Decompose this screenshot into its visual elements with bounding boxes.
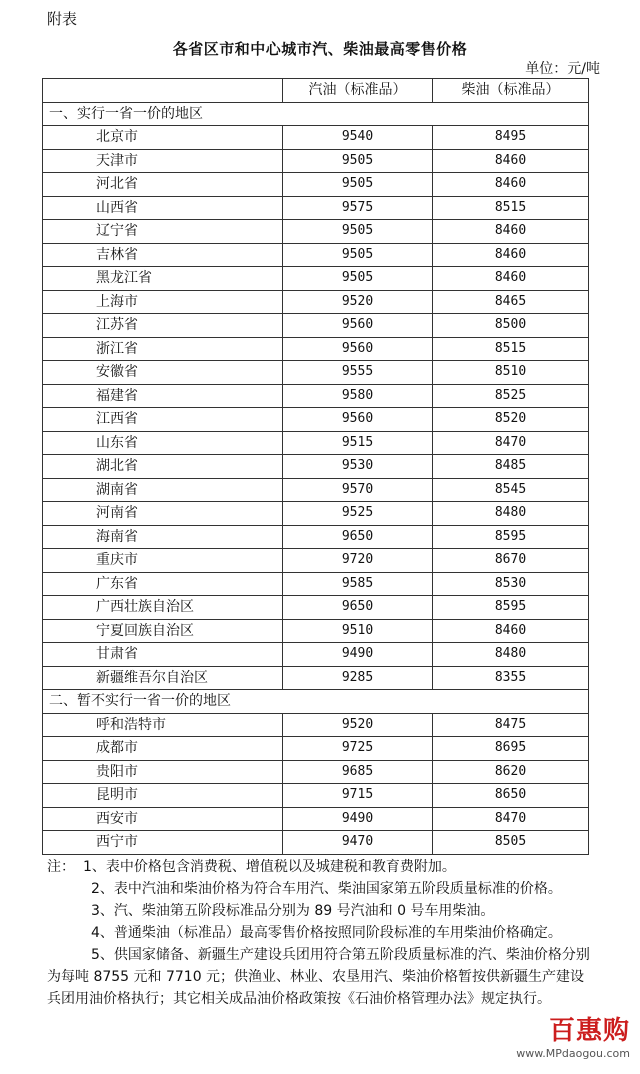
region-cell: 新疆维吾尔自治区 [43,666,283,690]
region-cell: 山东省 [43,431,283,455]
region-cell: 甘肃省 [43,643,283,667]
table-row [43,807,589,831]
diesel-price-cell: 8505 [433,831,589,855]
region-cell: 上海市 [43,290,283,314]
section2-label: 二、暂不实行一省一价的地区 [43,690,589,714]
diesel-price-cell: 8525 [433,384,589,408]
region-cell: 河南省 [43,502,283,526]
gasoline-price-cell: 9520 [283,713,433,737]
region-cell: 呼和浩特市 [43,713,283,737]
diesel-price-cell: 8515 [433,196,589,220]
table-row [43,643,589,667]
region-cell: 湖南省 [43,478,283,502]
gasoline-price-cell: 9560 [283,337,433,361]
region-cell: 江苏省 [43,314,283,338]
gasoline-price-cell: 9490 [283,807,433,831]
unit-label: 单位：元/吨 [525,61,600,77]
table-row [43,337,589,361]
gasoline-price-cell: 9520 [283,290,433,314]
gasoline-price-cell: 9505 [283,267,433,291]
region-cell: 成都市 [43,737,283,761]
diesel-price-cell: 8470 [433,431,589,455]
region-cell: 广东省 [43,572,283,596]
diesel-price-cell: 8670 [433,549,589,573]
region-cell: 江西省 [43,408,283,432]
table-row [43,713,589,737]
section-row [43,690,589,714]
table-row [43,314,589,338]
region-cell: 安徽省 [43,361,283,385]
region-cell: 山西省 [43,196,283,220]
table-row [43,431,589,455]
diesel-price-cell: 8480 [433,643,589,667]
region-cell: 广西壮族自治区 [43,596,283,620]
diesel-price-cell: 8355 [433,666,589,690]
diesel-price-cell: 8470 [433,807,589,831]
gasoline-price-cell: 9720 [283,549,433,573]
table-row [43,243,589,267]
gasoline-price-cell: 9570 [283,478,433,502]
table-row [43,267,589,291]
gasoline-price-cell: 9715 [283,784,433,808]
section-row [43,102,589,126]
gasoline-price-cell: 9505 [283,220,433,244]
table-row [43,290,589,314]
note-2: 2、表中汽油和柴油价格为符合车用汽、柴油国家第五阶段质量标准的价格。 [91,881,562,897]
diesel-price-cell: 8500 [433,314,589,338]
region-cell: 北京市 [43,126,283,150]
gasoline-price-cell: 9530 [283,455,433,479]
gasoline-price-cell: 9515 [283,431,433,455]
diesel-price-cell: 8520 [433,408,589,432]
diesel-price-cell: 8695 [433,737,589,761]
note-3: 3、汽、柴油第五阶段标准品分别为 89 号汽油和 0 号车用柴油。 [91,903,495,919]
region-cell: 重庆市 [43,549,283,573]
region-cell: 西宁市 [43,831,283,855]
table-row [43,455,589,479]
watermark-logo [516,1010,630,1060]
gasoline-price-cell: 9650 [283,525,433,549]
diesel-price-cell: 8495 [433,126,589,150]
region-cell: 湖北省 [43,455,283,479]
diesel-price-cell: 8460 [433,149,589,173]
region-cell: 福建省 [43,384,283,408]
table-row [43,408,589,432]
gasoline-price-cell: 9560 [283,314,433,338]
note-1-text: 1、表中价格包含消费税、增值税以及城建税和教育费附加。 [83,859,456,875]
gasoline-price-cell: 9505 [283,173,433,197]
table-row [43,549,589,573]
notes-label: 注： [47,859,75,875]
diesel-price-cell: 8530 [433,572,589,596]
diesel-price-cell: 8515 [433,337,589,361]
page-title: 各省区市和中心城市汽、柴油最高零售价格 [172,40,468,58]
gasoline-price-cell: 9505 [283,149,433,173]
note-4: 4、普通柴油（标准品）最高零售价格按照同阶段标准的车用柴油价格确定。 [91,925,562,941]
table-row [43,502,589,526]
header-diesel: 柴油（标准品） [433,79,589,103]
gasoline-price-cell: 9525 [283,502,433,526]
region-cell: 昆明市 [43,784,283,808]
region-cell: 海南省 [43,525,283,549]
region-cell: 辽宁省 [43,220,283,244]
table-row [43,572,589,596]
gasoline-price-cell: 9510 [283,619,433,643]
gasoline-price-cell: 9540 [283,126,433,150]
appendix-label: 附表 [47,10,78,28]
gasoline-price-cell: 9725 [283,737,433,761]
diesel-price-cell: 8460 [433,267,589,291]
region-cell: 宁夏回族自治区 [43,619,283,643]
note-1 [47,856,595,878]
diesel-price-cell: 8480 [433,502,589,526]
table-row [43,784,589,808]
region-cell: 贵阳市 [43,760,283,784]
gasoline-price-cell: 9580 [283,384,433,408]
region-cell: 吉林省 [43,243,283,267]
diesel-price-cell: 8650 [433,784,589,808]
notes [47,856,595,1010]
table-row [43,173,589,197]
diesel-price-cell: 8620 [433,760,589,784]
table-row [43,478,589,502]
diesel-price-cell: 8595 [433,525,589,549]
diesel-price-cell: 8460 [433,243,589,267]
diesel-price-cell: 8545 [433,478,589,502]
table-row [43,149,589,173]
gasoline-price-cell: 9585 [283,572,433,596]
diesel-price-cell: 8460 [433,220,589,244]
table-row [43,220,589,244]
region-cell: 河北省 [43,173,283,197]
header-gasoline: 汽油（标准品） [283,79,433,103]
gasoline-price-cell: 9505 [283,243,433,267]
watermark-main: 百惠购 [548,1016,630,1046]
gasoline-price-cell: 9470 [283,831,433,855]
region-cell: 黑龙江省 [43,267,283,291]
table-row [43,196,589,220]
watermark-url: www.MPdaogou.com [516,1047,630,1060]
diesel-price-cell: 8460 [433,173,589,197]
section1-label: 一、实行一省一价的地区 [43,102,589,126]
table-row [43,126,589,150]
diesel-price-cell: 8475 [433,713,589,737]
note-5: 5、供国家储备、新疆生产建设兵团用符合第五阶段质量标准的汽、柴油价格分别为每吨 8755 元和 7710 元；供渔业、林业、农垦用汽、柴油价格暂按供新疆生产建设兵团用油价格执行；其它相关成品油价格政策按《石油价格管理办法》规定执行。 [47,947,590,1007]
gasoline-price-cell: 9555 [283,361,433,385]
table-row [43,384,589,408]
table-row [43,596,589,620]
table-row [43,361,589,385]
table-row [43,666,589,690]
gasoline-price-cell: 9685 [283,760,433,784]
diesel-price-cell: 8465 [433,290,589,314]
diesel-price-cell: 8485 [433,455,589,479]
table-row [43,737,589,761]
diesel-price-cell: 8510 [433,361,589,385]
header-region [43,79,283,103]
region-cell: 西安市 [43,807,283,831]
gasoline-price-cell: 9285 [283,666,433,690]
table-row [43,831,589,855]
table-row [43,525,589,549]
table-row [43,619,589,643]
diesel-price-cell: 8460 [433,619,589,643]
price-table [42,78,589,855]
table-row [43,760,589,784]
gasoline-price-cell: 9490 [283,643,433,667]
diesel-price-cell: 8595 [433,596,589,620]
region-cell: 浙江省 [43,337,283,361]
gasoline-price-cell: 9560 [283,408,433,432]
region-cell: 天津市 [43,149,283,173]
header-row [43,79,589,103]
gasoline-price-cell: 9575 [283,196,433,220]
gasoline-price-cell: 9650 [283,596,433,620]
